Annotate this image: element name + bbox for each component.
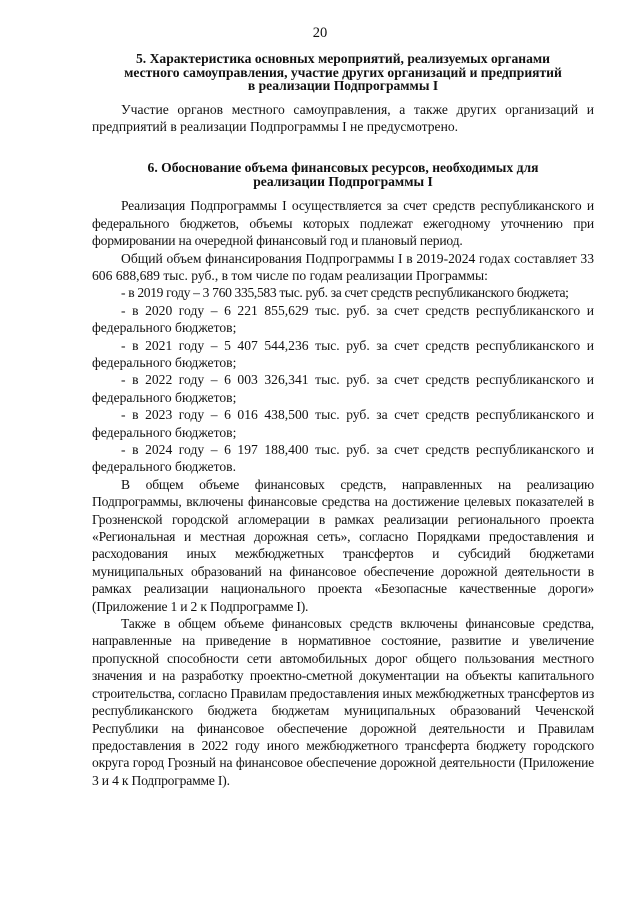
- section-6-heading-line-1: 6. Обоснование объема финансовых ресурсов, необходимых для: [147, 160, 539, 176]
- section-5-paragraph: Участие органов местного самоуправления, а также других организаций и предприятий в реализации Подпрограммы I не предусмотрено.: [92, 101, 594, 134]
- section-6-paragraph-3: В общем объеме финансовых средств, направленных на реализацию Подпрограммы, включены финансовые средства на достижение целевых показателей в Грозненской городской агломерации в рамках реализации регионального проекта «Региональная и местная дорожная сеть», согласно Порядками предоставления и расходования иных межбюджетных трансфертов и субсидий бюджетами муниципальных образований на финансовое обеспечение дорожной деятельности в рамках реализации национального проекта «Безопасные качественные дороги» (Приложение 1 и 2 к Подпрограмме I).: [92, 476, 594, 614]
- section-6-heading-line-2: реализации Подпрограммы I: [253, 173, 433, 189]
- section-5-heading-line-3: в реализации Подпрограммы I: [247, 78, 439, 93]
- section-6-heading: [92, 161, 594, 188]
- funding-year-2023: - в 2023 году – 6 016 438,500 тыс. руб. за счет средств республиканского и федерального бюджетов;: [92, 407, 594, 440]
- section-6-paragraph-4: Также в общем объеме финансовых средств включены финансовые средства, направленные на приведение в нормативное состояние, развитие и увеличение пропускной способности сети автомобильных дорог общего пользования местного значения и на разработку проектно-сметной документации на объекты капитального строительства, согласно Правилам предоставления иных межбюджетных трансфертов из республиканского бюджета бюджетам муниципальных образований Чеченской Республики на финансовое обеспечение дорожной деятельности и Правилам предоставления в 2022 году иного межбюджетного трансферта бюджету городского округа город Грозный на финансовое обеспечение дорожной деятельности (Приложение 3 и 4 к Подпрограмме I).: [92, 616, 594, 788]
- funding-year-2022: - в 2022 году – 6 003 326,341 тыс. руб. за счет средств республиканского и федерального бюджетов;: [92, 372, 594, 405]
- page-number: 20: [312, 25, 328, 41]
- section-6-paragraph-2: Общий объем финансирования Подпрограммы I в 2019-2024 годах составляет 33 606 688,689 тыс. руб., в том числе по годам реализации Программы:: [92, 250, 594, 283]
- funding-by-year-list: [92, 284, 594, 475]
- funding-year-2019: - в 2019 году – 3 760 335,583 тыс. руб. за счет средств республиканского бюджета;: [121, 285, 569, 301]
- funding-year-2020: - в 2020 году – 6 221 855,629 тыс. руб. за счет средств республиканского и федерального бюджетов;: [92, 302, 594, 336]
- section-5-heading-line-2: местного самоуправления, участие других организаций и предприятий: [124, 64, 562, 80]
- section-5-heading-line-1: 5. Характеристика основных мероприятий, реализуемых органами: [135, 51, 550, 66]
- page-content: [92, 48, 594, 789]
- section-6-paragraph-1: Реализация Подпрограммы I осуществляется за счет средств республиканского и федерального бюджетов, объемы которых подлежат ежегодному уточнению при формировании на очередной финансовый год и плановый период.: [92, 198, 594, 249]
- funding-year-2021: - в 2021 году – 5 407 544,236 тыс. руб. за счет средств республиканского и федерального бюджетов;: [92, 337, 594, 370]
- funding-year-2024: - в 2024 году – 6 197 188,400 тыс. руб. за счет средств республиканского и федерального бюджетов.: [92, 442, 594, 475]
- section-5-heading: [92, 52, 594, 93]
